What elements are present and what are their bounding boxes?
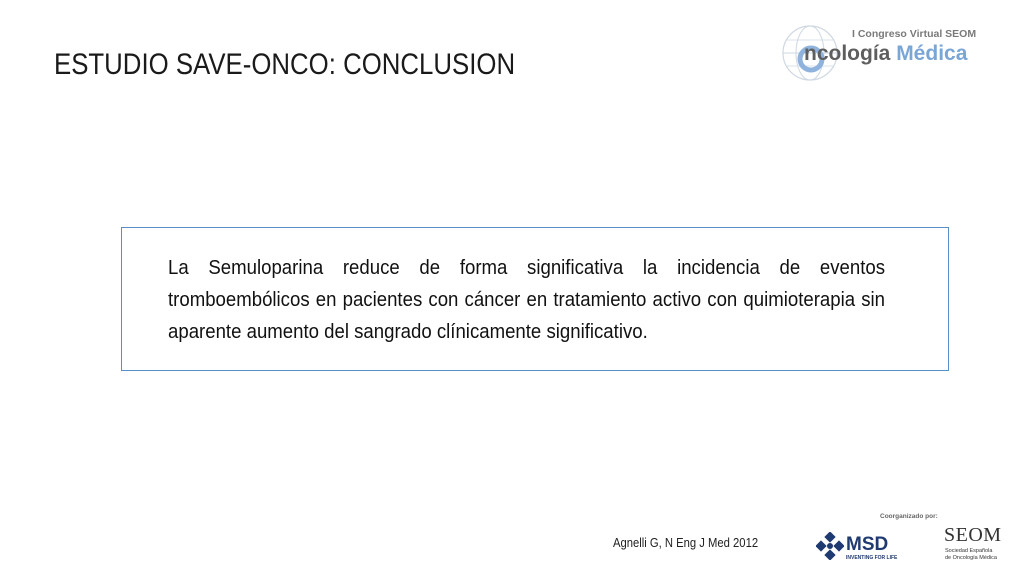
brand-name-part1: ncología <box>804 42 891 65</box>
brand-name <box>804 42 967 66</box>
congress-logo <box>778 22 1008 84</box>
congress-line: I Congreso Virtual SEOM <box>852 28 977 40</box>
seom-subtitle-line1: Sociedad Española <box>945 548 993 554</box>
msd-logo <box>816 530 916 566</box>
msd-name: MSD <box>846 534 889 555</box>
coorganized-label: Coorganizado por: <box>880 513 938 520</box>
brand-name-part2: Médica <box>896 42 968 65</box>
seom-logo <box>944 524 1016 572</box>
msd-symbol-icon <box>816 532 844 560</box>
seom-subtitle <box>945 548 1015 561</box>
conclusion-text: La Semuloparina reduce de forma significativa la incidencia de eventos tromboembólicos en pacientes con cáncer en tratamiento activo con quimioterapia sin aparente aumento del sangrado clínicamente significativo. <box>168 257 886 343</box>
msd-tagline: INVENTING FOR LIFE <box>846 555 898 561</box>
seom-subtitle-line2: de Oncología Médica <box>945 554 997 561</box>
conclusion-box <box>121 227 949 371</box>
seom-name: SEOM <box>944 524 1002 546</box>
slide-title: ESTUDIO SAVE-ONCO: CONCLUSION <box>54 48 516 81</box>
citation: Agnelli G, N Eng J Med 2012 <box>613 536 759 550</box>
